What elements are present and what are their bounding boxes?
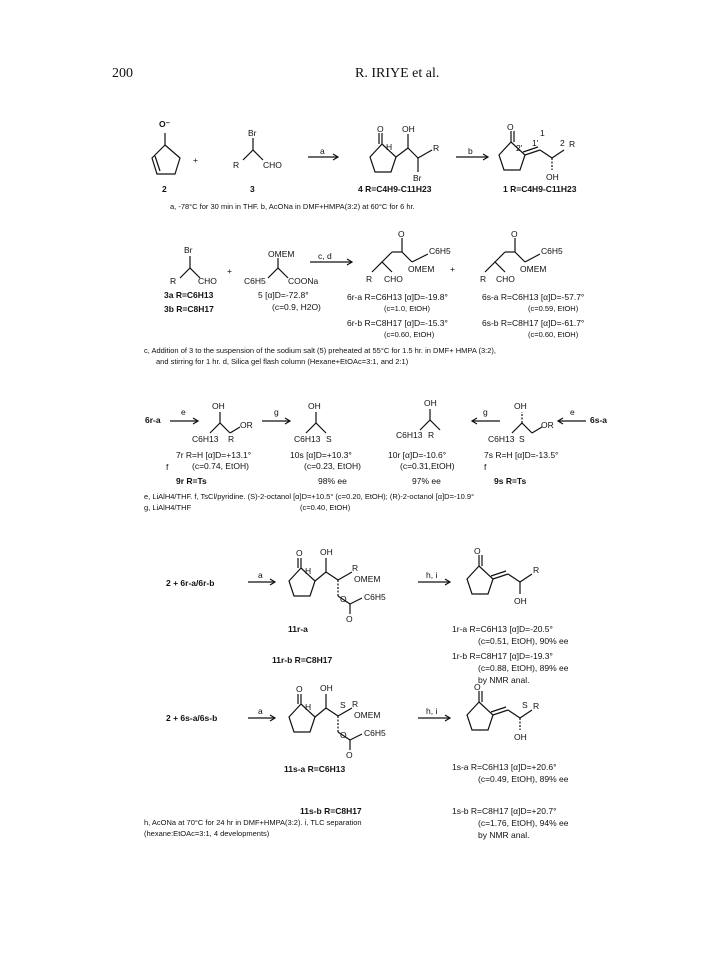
ee-10r: 97% ee <box>412 476 441 486</box>
atom-r: R <box>352 699 359 709</box>
compound-9r: 9r R=Ts <box>176 476 207 486</box>
atom-oh: OH <box>402 124 415 134</box>
scheme3-conditions-line3: (c=0.40, EtOH) <box>300 503 351 512</box>
atom-h: H <box>305 566 312 576</box>
atom-oh: OH <box>320 683 333 693</box>
atom-omem: OMEM <box>354 710 381 720</box>
product-1s-a-conditions: (c=0.49, EtOH), 89% ee <box>478 774 569 784</box>
atom-oh: OH <box>320 547 333 557</box>
compound-10s-conditions: (c=0.23, EtOH) <box>304 461 361 471</box>
compound-5-rotation: 5 [α]D=-72.8° <box>258 290 309 300</box>
atom-c6h13: C6H13 <box>488 434 515 444</box>
atom-r: R <box>366 274 373 284</box>
scheme5-conditions-line1: h, AcONa at 70°C for 24 hr in DMF+HMPA(3:2). i, TLC separation <box>144 818 362 827</box>
compound-1-label: 1 R=C4H9-C11H23 <box>503 184 577 194</box>
stereo-r: R <box>428 430 435 440</box>
compound-5-conditions: (c=0.9, H2O) <box>272 302 321 312</box>
stereo-s: S <box>326 434 332 444</box>
product-1s-a: 1s-a R=C6H13 [α]D=+20.6° <box>452 762 557 772</box>
atom-oh: OH <box>514 401 527 411</box>
atom-oh: OH <box>514 596 527 606</box>
atom-c6h13: C6H13 <box>396 430 423 440</box>
atom-r: R <box>480 274 487 284</box>
atom-o: O <box>296 684 303 694</box>
arrow-cd-label: c, d <box>318 251 332 261</box>
atom-cho: CHO <box>496 274 515 284</box>
atom-r: R <box>533 565 540 575</box>
product-1s-b-nmr: by NMR anal. <box>478 830 530 840</box>
compound-6r-a-label: 6r-a <box>145 415 161 425</box>
compound-6r-b-conditions: (c=0.60, EtOH) <box>384 330 435 339</box>
compound-6r-a-conditions: (c=1.0, EtOH) <box>384 304 431 313</box>
atom-o: O <box>340 730 347 740</box>
compound-11s-b: 11s-b R=C8H17 <box>300 806 362 816</box>
atom-c6h5: C6H5 <box>364 728 386 738</box>
atom-r: R <box>233 160 240 170</box>
compound-6r-b: 6r-b R=C8H17 [α]D=-15.3° <box>347 318 448 328</box>
compound-7r: 7r R=H [α]D=+13.1° <box>176 450 252 460</box>
locant-2: 2 <box>560 138 565 148</box>
atom-omem: OMEM <box>354 574 381 584</box>
atom-r: R <box>569 139 576 149</box>
arrow-b-label: b <box>468 146 473 156</box>
compound-3b: 3b R=C8H17 <box>164 304 214 314</box>
step-f-label: f <box>484 462 487 472</box>
enolate-oxygen: O⁻ <box>159 119 171 129</box>
compound-4-label: 4 R=C4H9-C11H23 <box>358 184 432 194</box>
atom-c6h5: C6H5 <box>541 246 563 256</box>
atom-oh: OH <box>212 401 225 411</box>
atom-o: O <box>346 614 353 624</box>
compound-11s-a: 11s-a R=C6H13 <box>284 764 346 774</box>
compound-10r-conditions: (c=0.31,EtOH) <box>400 461 455 471</box>
arrow-a-label: a <box>258 570 263 580</box>
step-f-label: f <box>166 462 169 472</box>
compound-10s: 10s [α]D=+10.3° <box>290 450 352 460</box>
scheme2-conditions-line1: c, Addition of 3 to the suspension of the sodium salt (5) preheated at 55°C for 1.5 hr. in DMF+ HMPA (3:2), <box>144 346 497 355</box>
atom-br: Br <box>184 245 193 255</box>
compound-6s-b: 6s-b R=C8H17 [α]D=-61.7° <box>482 318 585 328</box>
compound-2-label: 2 <box>162 184 167 194</box>
atom-oh: OH <box>424 398 437 408</box>
atom-c6h5: C6H5 <box>244 276 266 286</box>
page-number: 200 <box>112 66 133 81</box>
compound-9s: 9s R=Ts <box>494 476 527 486</box>
atom-o: O <box>346 750 353 760</box>
atom-h: H <box>305 702 312 712</box>
product-1r-a: 1r-a R=C6H13 [α]D=-20.5° <box>452 624 553 634</box>
atom-o: O <box>507 122 514 132</box>
arrow-hi-label: h, i <box>426 570 438 580</box>
stereo-s: S <box>522 700 528 710</box>
compound-7r-conditions: (c=0.74, EtOH) <box>192 461 249 471</box>
compound-6s-a-label: 6s-a <box>590 415 608 425</box>
atom-br: Br <box>413 173 422 183</box>
locant-1prime: 1' <box>532 138 539 148</box>
atom-o: O <box>474 546 481 556</box>
start-6r: 2 + 6r-a/6r-b <box>166 578 215 588</box>
atom-or: OR <box>240 420 253 430</box>
atom-c6h5: C6H5 <box>364 592 386 602</box>
product-1r-a-conditions: (c=0.51, EtOH), 90% ee <box>478 636 569 646</box>
locant-2prime: 2' <box>516 143 523 153</box>
compound-6r-a: 6r-a R=C6H13 [α]D=-19.8° <box>347 292 448 302</box>
atom-o: O <box>377 124 384 134</box>
atom-cho: CHO <box>198 276 217 286</box>
plus-sign: + <box>193 155 198 165</box>
atom-o: O <box>511 229 518 239</box>
arrow-e-label: e <box>570 407 575 417</box>
atom-h: H <box>386 142 393 152</box>
atom-o: O <box>340 594 347 604</box>
plus-sign: + <box>450 264 455 274</box>
atom-r: R <box>433 143 440 153</box>
scheme3-conditions-line2: g, LiAlH4/THF <box>144 503 192 512</box>
arrow-a-label: a <box>258 706 263 716</box>
scheme1-conditions: a, -78°C for 30 min in THF. b, AcONa in DMF+HMPA(3:2) at 60°C for 6 hr. <box>170 202 415 211</box>
stereo-s: S <box>519 434 525 444</box>
compound-7s: 7s R=H [α]D=-13.5° <box>484 450 559 460</box>
atom-coona: COONa <box>288 276 319 286</box>
locant-1: 1 <box>540 128 545 138</box>
start-6s: 2 + 6s-a/6s-b <box>166 713 218 723</box>
compound-3-label: 3 <box>250 184 255 194</box>
running-head: R. IRIYE et al. <box>355 66 440 81</box>
stereo-s: S <box>340 700 346 710</box>
atom-omem: OMEM <box>520 264 547 274</box>
compound-11r-b: 11r-b R=C8H17 <box>272 655 333 665</box>
stereo-r: R <box>228 434 235 444</box>
compound-6s-b-conditions: (c=0.60, EtOH) <box>528 330 579 339</box>
atom-o: O <box>398 229 405 239</box>
atom-r: R <box>352 563 359 573</box>
compound-6s-a-conditions: (c=0.59, EtOH) <box>528 304 579 313</box>
product-1s-b-conditions: (c=1.76, EtOH), 94% ee <box>478 818 569 828</box>
atom-c6h13: C6H13 <box>192 434 219 444</box>
arrow-a-label: a <box>320 146 325 156</box>
atom-r: R <box>170 276 177 286</box>
compound-3a: 3a R=C6H13 <box>164 290 214 300</box>
atom-o: O <box>296 548 303 558</box>
compound-10r: 10r [α]D=-10.6° <box>388 450 447 460</box>
atom-c6h13: C6H13 <box>294 434 321 444</box>
compound-6s-a: 6s-a R=C6H13 [α]D=-57.7° <box>482 292 585 302</box>
compound-11r-a: 11r-a <box>288 624 308 634</box>
atom-oh: OH <box>308 401 321 411</box>
atom-c6h5: C6H5 <box>429 246 451 256</box>
atom-cho: CHO <box>384 274 403 284</box>
plus-sign: + <box>227 266 232 276</box>
atom-or: OR <box>541 420 554 430</box>
atom-o: O <box>474 682 481 692</box>
product-1r-b: 1r-b R=C8H17 [α]D=-19.3° <box>452 651 553 661</box>
atom-cho: CHO <box>263 160 282 170</box>
scheme3-conditions-line1: e, LiAlH4/THF. f, TsCl/pyridine. (S)-2-octanol [α]D=+10.5° (c=0.20, EtOH); (R)-2-octanol [α]D=-10.9° <box>144 492 475 501</box>
arrow-g-label: g <box>483 407 488 417</box>
product-1r-b-conditions: (c=0.88, EtOH), 89% ee <box>478 663 569 673</box>
product-1r-b-nmr: by NMR anal. <box>478 675 530 685</box>
atom-omem: OMEM <box>268 249 295 259</box>
product-1s-b: 1s-b R=C8H17 [α]D=+20.7° <box>452 806 557 816</box>
atom-r: R <box>533 701 540 711</box>
arrow-hi-label: h, i <box>426 706 438 716</box>
arrow-g-label: g <box>274 407 279 417</box>
atom-oh: OH <box>546 172 559 182</box>
atom-br: Br <box>248 128 257 138</box>
atom-oh: OH <box>514 732 527 742</box>
atom-omem: OMEM <box>408 264 435 274</box>
scheme5-conditions-line2: (hexane:EtOAc=3:1, 4 developments) <box>144 829 270 838</box>
scheme2-conditions-line2: and stirring for 1 hr. d, Silica gel flash column (Hexane+EtOAc=3:1, and 2:1) <box>156 357 409 366</box>
arrow-e-label: e <box>181 407 186 417</box>
ee-10s: 98% ee <box>318 476 347 486</box>
